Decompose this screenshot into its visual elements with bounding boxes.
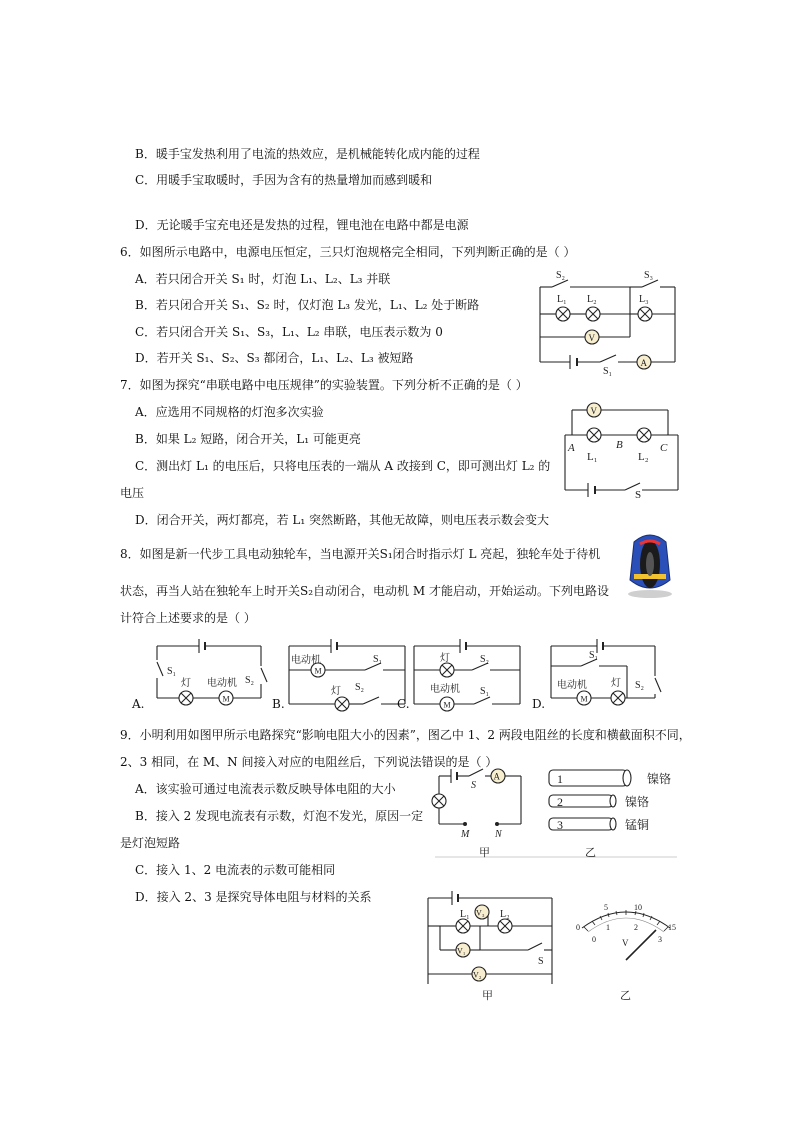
q6-label-l1: L₁ (557, 294, 567, 305)
q9-stem-line2: 2、3 相同，在 M、N 间接入对应的电阻丝后，下列说法错误的是（ ） (120, 755, 498, 769)
q8a-label-s1: S₁ (167, 666, 177, 677)
q10-dial-outer-15: 15 (668, 923, 676, 932)
q8b-label-motor: 电动机 (291, 655, 321, 666)
q8-option-c: C. (397, 697, 410, 711)
q8b-label-lamp: 灯 (331, 686, 341, 697)
q10-dial-outer-0: 0 (576, 923, 580, 932)
q5-option-d: D．无论暖手宝充电还是发热的过程，锂电池在电路中都是电源 (135, 218, 469, 232)
unicycle-image (620, 530, 682, 602)
q6-stem: 6．如图所示电路中，电源电压恒定，三只灯泡规格完全相同，下列判断正确的是（ ） (120, 245, 576, 259)
q8d-label-lamp: 灯 (611, 678, 621, 689)
q8c-label-lamp: 灯 (440, 653, 450, 664)
q5-option-b: B．暖手宝发热利用了电流的热效应，是机械能转化成内能的过程 (135, 147, 480, 161)
q7-circuit-diagram (560, 398, 690, 500)
q9-point-m: M (461, 829, 470, 840)
q7-point-c: C (660, 442, 668, 454)
q6-label-l3: L₃ (639, 294, 649, 305)
q8c-motor-m: M (443, 700, 451, 710)
q7-label-l2: L₂ (638, 451, 649, 463)
q10-label-l2: L₂ (500, 909, 510, 920)
q9-wire3-material: 锰铜 (625, 818, 650, 832)
q8c-label-s1: S₁ (480, 686, 490, 697)
q6-option-a: A．若只闭合开关 S₁ 时，灯泡 L₁、L₂、L₃ 并联 (135, 272, 391, 286)
q10-label-v3: V₃ (476, 908, 485, 918)
q8b-motor-m: M (314, 666, 322, 676)
q8c-label-motor: 电动机 (430, 684, 460, 695)
q6-label-l2: L₂ (587, 294, 597, 305)
q8-option-b: B. (272, 697, 285, 711)
q6-label-s1: S₁ (603, 366, 613, 377)
q8c-label-s2: S₂ (480, 654, 490, 665)
q8-circuit-c (410, 636, 536, 718)
q10-dial-inner-2: 2 (634, 923, 638, 932)
q10-label-l1: L₁ (460, 909, 470, 920)
q7-point-a: A (568, 442, 575, 454)
q10-dial-outer-10: 10 (634, 903, 642, 912)
q10-dial-inner-0: 0 (592, 935, 596, 944)
q10-figure (420, 886, 690, 1006)
q10-dial-outer-5: 5 (604, 903, 608, 912)
q8-stem-line3: 计符合上述要求的是（ ） (120, 611, 256, 625)
q6-ammeter-label: A (640, 358, 647, 368)
q9-caption-yi: 乙 (585, 847, 596, 859)
q7-label-l1: L₁ (587, 451, 598, 463)
q6-option-c: C．若只闭合开关 S₁、S₃，L₁、L₂ 串联，电压表示数为 0 (135, 325, 443, 339)
q6-option-d: D．若开关 S₁、S₂、S₃ 都闭合，L₁、L₂、L₃ 被短路 (135, 351, 414, 365)
q9-wire1-num: 1 (557, 772, 563, 786)
q8-option-d: D. (532, 697, 546, 711)
q9-option-b: B．接入 2 发现电流表有示数，灯泡不发光，原因一定 (135, 809, 424, 823)
q9-ammeter-label: A (493, 771, 500, 782)
q9-stem-line1: 9．小明利用如图甲所示电路探究“影响电阻大小的因素”，图乙中 1、2 两段电阻丝的长度和横截面积不同， (120, 728, 691, 742)
q7-option-c-cont: 电压 (120, 486, 145, 500)
q6-voltmeter-label: V (588, 333, 595, 343)
q9-label-s: S (471, 780, 476, 791)
q8d-label-s1: S₁ (589, 650, 599, 661)
q6-label-s2: S₂ (556, 270, 566, 281)
q10-dial-unit: V (622, 938, 629, 948)
q7-option-d: D．闭合开关，两灯都亮，若 L₁ 突然断路，其他无故障，则电压表示数会变大 (135, 513, 550, 527)
q9-wire1-material: 镍铬 (647, 772, 672, 786)
q8-circuit-b (285, 636, 411, 718)
q8-circuit-d (545, 636, 671, 718)
q9-point-n: N (495, 829, 502, 840)
q7-stem: 7．如图为探究“串联电路中电压规律”的实验装置。下列分析不正确的是（ ） (120, 378, 528, 392)
q10-caption-yi: 乙 (620, 990, 631, 1002)
q8-circuit-a (145, 636, 271, 718)
q9-option-a: A．该实验可通过电流表示数反映导体电阻的大小 (135, 782, 396, 796)
q10-label-s: S (538, 956, 544, 967)
q10-label-v1: V₁ (457, 946, 466, 956)
q8b-label-s1: S₁ (373, 654, 383, 665)
q7-label-s: S (635, 489, 642, 500)
q6-option-b: B．若只闭合开关 S₁、S₂ 时，仅灯泡 L₃ 发光，L₁、L₂ 处于断路 (135, 298, 480, 312)
q8a-label-s2: S₂ (245, 675, 255, 686)
q9-wire2-num: 2 (557, 795, 563, 809)
q8a-label-motor: 电动机 (207, 678, 237, 689)
q8a-label-lamp: 灯 (181, 678, 191, 689)
q8d-label-s2: S₂ (635, 680, 645, 691)
q8b-label-s2: S₂ (355, 682, 365, 693)
q8d-label-motor: 电动机 (557, 680, 587, 691)
q9-wire2-material: 镍铬 (625, 795, 650, 809)
q9-option-b-cont: 是灯泡短路 (120, 836, 181, 850)
q7-option-a: A．应选用不同规格的灯泡多次实验 (135, 405, 324, 419)
q7-option-c: C．测出灯 L₁ 的电压后，只将电压表的一端从 A 改接到 C，即可测出灯 L₂ 的 (135, 459, 551, 473)
q7-point-b: B (616, 439, 623, 451)
q10-caption-jia: 甲 (482, 990, 493, 1002)
q5-option-c: C．用暖手宝取暖时，手因为含有的热量增加而感到暖和 (135, 173, 433, 187)
q9-option-d: D．接入 2、3 是探究导体电阻与材料的关系 (135, 890, 372, 904)
q7-voltmeter-label: V (590, 406, 597, 416)
q10-dial-inner-3: 3 (658, 935, 662, 944)
q8d-motor-m: M (580, 694, 588, 704)
q10-dial-inner-1: 1 (606, 923, 610, 932)
q9-option-c: C．接入 1、2 电流表的示数可能相同 (135, 863, 336, 877)
q7-option-b: B．如果 L₂ 短路，闭合开关，L₁ 可能更亮 (135, 432, 361, 446)
q8-option-a: A. (132, 697, 145, 711)
q8a-motor-m: M (222, 694, 230, 704)
q9-caption-jia: 甲 (479, 847, 490, 859)
q6-circuit-diagram (530, 262, 690, 377)
q8-stem-line2: 状态，再当人站在独轮车上时开关S₂自动闭合，电动机 M 才能启动，开始运动。下列电路设 (120, 584, 609, 598)
q9-wire3-num: 3 (557, 818, 563, 832)
q6-label-s3: S₃ (644, 270, 654, 281)
q10-label-v2: V₂ (473, 970, 482, 980)
q8-stem-line1: 8．如图是新一代步工具电动独轮车，当电源开关S₁闭合时指示灯 L 亮起，独轮车处于待机 (120, 547, 601, 561)
q9-figure (425, 764, 685, 864)
